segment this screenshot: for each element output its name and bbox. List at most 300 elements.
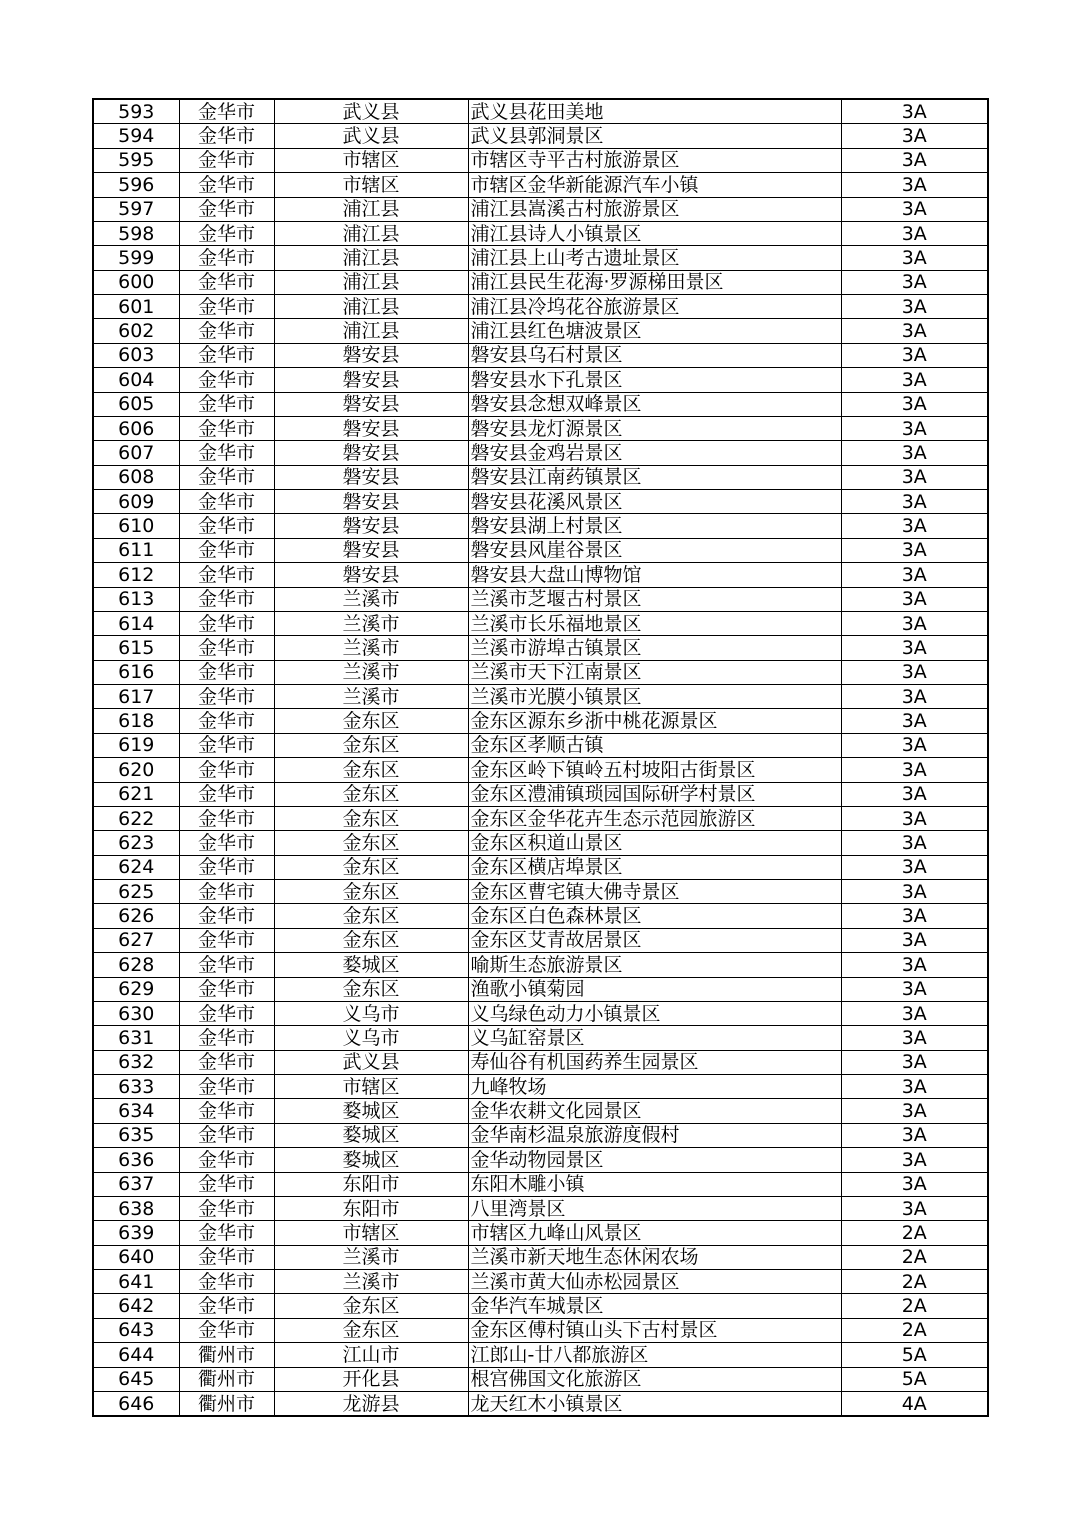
table-row: [93, 173, 988, 197]
scenic-name-cell: 渔歌小镇菊园: [468, 977, 841, 1001]
table-row: [93, 99, 988, 124]
table-row: [93, 953, 988, 977]
table-row: [93, 295, 988, 319]
county-cell: 金东区: [274, 782, 468, 806]
table-row: [93, 319, 988, 343]
city-cell: 金华市: [179, 368, 274, 392]
county-cell: 金东区: [274, 904, 468, 928]
scenic-name-cell: 根宫佛国文化旅游区: [468, 1367, 841, 1391]
row-number-cell: 624: [93, 855, 179, 879]
table-body: [93, 99, 988, 1416]
county-cell: 金东区: [274, 733, 468, 757]
city-cell: 金华市: [179, 490, 274, 514]
city-cell: 金华市: [179, 1318, 274, 1342]
grade-cell: 3A: [841, 1172, 988, 1196]
city-cell: 金华市: [179, 99, 274, 124]
scenic-name-cell: 兰溪市光膜小镇景区: [468, 685, 841, 709]
table-row: [93, 880, 988, 904]
row-number-cell: 615: [93, 636, 179, 660]
county-cell: 浦江县: [274, 221, 468, 245]
county-cell: 市辖区: [274, 148, 468, 172]
row-number-cell: 619: [93, 733, 179, 757]
city-cell: 金华市: [179, 295, 274, 319]
row-number-cell: 603: [93, 343, 179, 367]
table-row: [93, 1245, 988, 1269]
grade-cell: 3A: [841, 904, 988, 928]
table-row: [93, 221, 988, 245]
row-number-cell: 630: [93, 1001, 179, 1025]
grade-cell: 3A: [841, 295, 988, 319]
county-cell: 磐安县: [274, 490, 468, 514]
city-cell: 金华市: [179, 1245, 274, 1269]
county-cell: 兰溪市: [274, 1245, 468, 1269]
table-row: [93, 1367, 988, 1391]
table-row: [93, 685, 988, 709]
scenic-name-cell: 金东区源东乡浙中桃花源景区: [468, 709, 841, 733]
city-cell: 金华市: [179, 514, 274, 538]
grade-cell: 3A: [841, 173, 988, 197]
county-cell: 婺城区: [274, 1148, 468, 1172]
county-cell: 浦江县: [274, 270, 468, 294]
scenic-name-cell: 兰溪市天下江南景区: [468, 660, 841, 684]
row-number-cell: 593: [93, 99, 179, 124]
table-row: [93, 831, 988, 855]
table-row: [93, 1343, 988, 1367]
grade-cell: 2A: [841, 1294, 988, 1318]
table-row: [93, 904, 988, 928]
scenic-name-cell: 金东区金华花卉生态示范园旅游区: [468, 806, 841, 830]
grade-cell: 3A: [841, 514, 988, 538]
row-number-cell: 613: [93, 587, 179, 611]
city-cell: 金华市: [179, 416, 274, 440]
scenic-name-cell: 金华农耕文化园景区: [468, 1099, 841, 1123]
table-row: [93, 636, 988, 660]
county-cell: 武义县: [274, 124, 468, 148]
scenic-name-cell: 江郎山-廿八都旅游区: [468, 1343, 841, 1367]
county-cell: 金东区: [274, 1294, 468, 1318]
scenic-name-cell: 市辖区九峰山风景区: [468, 1221, 841, 1245]
city-cell: 金华市: [179, 1050, 274, 1074]
grade-cell: 3A: [841, 611, 988, 635]
row-number-cell: 625: [93, 880, 179, 904]
grade-cell: 3A: [841, 563, 988, 587]
scenic-name-cell: 金华汽车城景区: [468, 1294, 841, 1318]
row-number-cell: 629: [93, 977, 179, 1001]
row-number-cell: 637: [93, 1172, 179, 1196]
table-row: [93, 197, 988, 221]
scenic-name-cell: 磐安县念想双峰景区: [468, 392, 841, 416]
city-cell: 金华市: [179, 928, 274, 952]
city-cell: 金华市: [179, 1001, 274, 1025]
county-cell: 磐安县: [274, 538, 468, 562]
city-cell: 金华市: [179, 197, 274, 221]
table-row: [93, 1391, 988, 1416]
table-row: [93, 368, 988, 392]
table-row: [93, 124, 988, 148]
table-row: [93, 977, 988, 1001]
table-row: [93, 782, 988, 806]
row-number-cell: 611: [93, 538, 179, 562]
scenic-name-cell: 浦江县嵩溪古村旅游景区: [468, 197, 841, 221]
table-row: [93, 1075, 988, 1099]
table-row: [93, 246, 988, 270]
grade-cell: 2A: [841, 1318, 988, 1342]
table-row: [93, 1148, 988, 1172]
scenic-name-cell: 浦江县民生花海·罗源梯田景区: [468, 270, 841, 294]
city-cell: 金华市: [179, 1148, 274, 1172]
scenic-name-cell: 浦江县上山考古遗址景区: [468, 246, 841, 270]
city-cell: 金华市: [179, 1221, 274, 1245]
scenic-name-cell: 金东区孝顺古镇: [468, 733, 841, 757]
city-cell: 金华市: [179, 685, 274, 709]
grade-cell: 3A: [841, 685, 988, 709]
row-number-cell: 635: [93, 1123, 179, 1147]
table-row: [93, 416, 988, 440]
table-row: [93, 1318, 988, 1342]
county-cell: 市辖区: [274, 173, 468, 197]
city-cell: 金华市: [179, 392, 274, 416]
table-row: [93, 1294, 988, 1318]
row-number-cell: 609: [93, 490, 179, 514]
scenic-name-cell: 喻斯生态旅游景区: [468, 953, 841, 977]
city-cell: 衢州市: [179, 1367, 274, 1391]
county-cell: 浦江县: [274, 197, 468, 221]
row-number-cell: 598: [93, 221, 179, 245]
row-number-cell: 632: [93, 1050, 179, 1074]
scenic-name-cell: 武义县郭洞景区: [468, 124, 841, 148]
table-row: [93, 1050, 988, 1074]
grade-cell: 3A: [841, 928, 988, 952]
grade-cell: 3A: [841, 99, 988, 124]
table-row: [93, 1221, 988, 1245]
grade-cell: 3A: [841, 490, 988, 514]
county-cell: 磐安县: [274, 514, 468, 538]
row-number-cell: 617: [93, 685, 179, 709]
row-number-cell: 594: [93, 124, 179, 148]
table-row: [93, 538, 988, 562]
row-number-cell: 596: [93, 173, 179, 197]
grade-cell: 3A: [841, 1001, 988, 1025]
grade-cell: 3A: [841, 319, 988, 343]
county-cell: 磐安县: [274, 465, 468, 489]
table-row: [93, 660, 988, 684]
county-cell: 金东区: [274, 855, 468, 879]
row-number-cell: 602: [93, 319, 179, 343]
grade-cell: 2A: [841, 1221, 988, 1245]
county-cell: 磐安县: [274, 416, 468, 440]
city-cell: 金华市: [179, 587, 274, 611]
scenic-name-cell: 义乌缸窑景区: [468, 1026, 841, 1050]
county-cell: 东阳市: [274, 1172, 468, 1196]
table-row: [93, 1001, 988, 1025]
scenic-name-cell: 金东区曹宅镇大佛寺景区: [468, 880, 841, 904]
table-row: [93, 806, 988, 830]
grade-cell: 3A: [841, 392, 988, 416]
county-cell: 市辖区: [274, 1075, 468, 1099]
row-number-cell: 607: [93, 441, 179, 465]
county-cell: 婺城区: [274, 1123, 468, 1147]
row-number-cell: 610: [93, 514, 179, 538]
row-number-cell: 633: [93, 1075, 179, 1099]
table-row: [93, 563, 988, 587]
scenic-name-cell: 市辖区金华新能源汽车小镇: [468, 173, 841, 197]
grade-cell: 3A: [841, 1196, 988, 1220]
row-number-cell: 600: [93, 270, 179, 294]
row-number-cell: 642: [93, 1294, 179, 1318]
city-cell: 衢州市: [179, 1343, 274, 1367]
row-number-cell: 616: [93, 660, 179, 684]
grade-cell: 3A: [841, 368, 988, 392]
city-cell: 金华市: [179, 806, 274, 830]
table-row: [93, 490, 988, 514]
row-number-cell: 646: [93, 1391, 179, 1416]
city-cell: 金华市: [179, 343, 274, 367]
grade-cell: 5A: [841, 1367, 988, 1391]
county-cell: 金东区: [274, 831, 468, 855]
scenic-name-cell: 兰溪市新天地生态休闲农场: [468, 1245, 841, 1269]
scenic-name-cell: 磐安县大盘山博物馆: [468, 563, 841, 587]
row-number-cell: 618: [93, 709, 179, 733]
table-row: [93, 1099, 988, 1123]
scenic-name-cell: 东阳木雕小镇: [468, 1172, 841, 1196]
city-cell: 金华市: [179, 660, 274, 684]
scenic-name-cell: 金东区积道山景区: [468, 831, 841, 855]
county-cell: 兰溪市: [274, 660, 468, 684]
table-row: [93, 928, 988, 952]
row-number-cell: 622: [93, 806, 179, 830]
city-cell: 金华市: [179, 1123, 274, 1147]
row-number-cell: 612: [93, 563, 179, 587]
grade-cell: 3A: [841, 636, 988, 660]
grade-cell: 3A: [841, 465, 988, 489]
city-cell: 金华市: [179, 1270, 274, 1294]
county-cell: 兰溪市: [274, 636, 468, 660]
city-cell: 金华市: [179, 538, 274, 562]
city-cell: 金华市: [179, 173, 274, 197]
city-cell: 金华市: [179, 221, 274, 245]
row-number-cell: 614: [93, 611, 179, 635]
city-cell: 金华市: [179, 148, 274, 172]
city-cell: 金华市: [179, 246, 274, 270]
table-row: [93, 1172, 988, 1196]
scenic-name-cell: 兰溪市黄大仙赤松园景区: [468, 1270, 841, 1294]
city-cell: 金华市: [179, 904, 274, 928]
county-cell: 兰溪市: [274, 611, 468, 635]
county-cell: 义乌市: [274, 1026, 468, 1050]
grade-cell: 3A: [841, 1099, 988, 1123]
scenic-name-cell: 金东区白色森林景区: [468, 904, 841, 928]
scenic-name-cell: 磐安县金鸡岩景区: [468, 441, 841, 465]
grade-cell: 3A: [841, 1123, 988, 1147]
row-number-cell: 631: [93, 1026, 179, 1050]
grade-cell: 3A: [841, 733, 988, 757]
county-cell: 婺城区: [274, 1099, 468, 1123]
city-cell: 金华市: [179, 319, 274, 343]
row-number-cell: 597: [93, 197, 179, 221]
grade-cell: 2A: [841, 1245, 988, 1269]
city-cell: 金华市: [179, 831, 274, 855]
county-cell: 开化县: [274, 1367, 468, 1391]
grade-cell: 3A: [841, 1075, 988, 1099]
scenic-name-cell: 武义县花田美地: [468, 99, 841, 124]
row-number-cell: 644: [93, 1343, 179, 1367]
table-row: [93, 1026, 988, 1050]
table-row: [93, 758, 988, 782]
table-row: [93, 587, 988, 611]
city-cell: 金华市: [179, 636, 274, 660]
county-cell: 浦江县: [274, 246, 468, 270]
grade-cell: 3A: [841, 806, 988, 830]
city-cell: 金华市: [179, 758, 274, 782]
scenic-name-cell: 浦江县红色塘波景区: [468, 319, 841, 343]
scenic-name-cell: 寿仙谷有机国药养生园景区: [468, 1050, 841, 1074]
scenic-name-cell: 浦江县冷坞花谷旅游景区: [468, 295, 841, 319]
county-cell: 武义县: [274, 1050, 468, 1074]
county-cell: 金东区: [274, 977, 468, 1001]
county-cell: 金东区: [274, 928, 468, 952]
scenic-name-cell: 金东区横店埠景区: [468, 855, 841, 879]
scenic-name-cell: 磐安县水下孔景区: [468, 368, 841, 392]
grade-cell: 3A: [841, 1050, 988, 1074]
row-number-cell: 639: [93, 1221, 179, 1245]
county-cell: 兰溪市: [274, 587, 468, 611]
scenic-name-cell: 兰溪市芝堰古村景区: [468, 587, 841, 611]
grade-cell: 3A: [841, 343, 988, 367]
scenic-name-cell: 金东区傅村镇山头下古村景区: [468, 1318, 841, 1342]
table-row: [93, 441, 988, 465]
city-cell: 金华市: [179, 611, 274, 635]
grade-cell: 3A: [841, 416, 988, 440]
grade-cell: 3A: [841, 977, 988, 1001]
row-number-cell: 626: [93, 904, 179, 928]
city-cell: 金华市: [179, 782, 274, 806]
city-cell: 金华市: [179, 465, 274, 489]
scenic-name-cell: 兰溪市长乐福地景区: [468, 611, 841, 635]
scenic-name-cell: 磐安县龙灯源景区: [468, 416, 841, 440]
table-row: [93, 855, 988, 879]
grade-cell: 3A: [841, 1148, 988, 1172]
row-number-cell: 620: [93, 758, 179, 782]
grade-cell: 3A: [841, 148, 988, 172]
city-cell: 金华市: [179, 1196, 274, 1220]
scenic-name-cell: 金东区岭下镇岭五村坡阳古街景区: [468, 758, 841, 782]
scenic-area-table: [92, 98, 989, 1417]
county-cell: 江山市: [274, 1343, 468, 1367]
county-cell: 兰溪市: [274, 1270, 468, 1294]
row-number-cell: 623: [93, 831, 179, 855]
city-cell: 金华市: [179, 441, 274, 465]
grade-cell: 3A: [841, 587, 988, 611]
city-cell: 金华市: [179, 880, 274, 904]
scenic-name-cell: 金东区澧浦镇琐园国际研学村景区: [468, 782, 841, 806]
table-row: [93, 148, 988, 172]
row-number-cell: 599: [93, 246, 179, 270]
scenic-name-cell: 九峰牧场: [468, 1075, 841, 1099]
table-row: [93, 343, 988, 367]
county-cell: 浦江县: [274, 295, 468, 319]
county-cell: 婺城区: [274, 953, 468, 977]
county-cell: 金东区: [274, 880, 468, 904]
county-cell: 磐安县: [274, 368, 468, 392]
scenic-name-cell: 金东区艾青故居景区: [468, 928, 841, 952]
scenic-name-cell: 八里湾景区: [468, 1196, 841, 1220]
table-row: [93, 392, 988, 416]
county-cell: 市辖区: [274, 1221, 468, 1245]
county-cell: 金东区: [274, 806, 468, 830]
table-row: [93, 709, 988, 733]
grade-cell: 3A: [841, 441, 988, 465]
city-cell: 金华市: [179, 1294, 274, 1318]
grade-cell: 3A: [841, 782, 988, 806]
grade-cell: 3A: [841, 246, 988, 270]
table-row: [93, 465, 988, 489]
table-row: [93, 270, 988, 294]
scenic-name-cell: 金华南杉温泉旅游度假村: [468, 1123, 841, 1147]
row-number-cell: 640: [93, 1245, 179, 1269]
row-number-cell: 606: [93, 416, 179, 440]
county-cell: 金东区: [274, 1318, 468, 1342]
row-number-cell: 638: [93, 1196, 179, 1220]
county-cell: 金东区: [274, 758, 468, 782]
grade-cell: 3A: [841, 855, 988, 879]
grade-cell: 2A: [841, 1270, 988, 1294]
county-cell: 磐安县: [274, 563, 468, 587]
county-cell: 兰溪市: [274, 685, 468, 709]
row-number-cell: 601: [93, 295, 179, 319]
grade-cell: 3A: [841, 709, 988, 733]
county-cell: 义乌市: [274, 1001, 468, 1025]
grade-cell: 3A: [841, 270, 988, 294]
row-number-cell: 628: [93, 953, 179, 977]
table-row: [93, 1270, 988, 1294]
county-cell: 浦江县: [274, 319, 468, 343]
city-cell: 金华市: [179, 1026, 274, 1050]
grade-cell: 3A: [841, 1026, 988, 1050]
city-cell: 金华市: [179, 1099, 274, 1123]
grade-cell: 5A: [841, 1343, 988, 1367]
grade-cell: 3A: [841, 880, 988, 904]
grade-cell: 3A: [841, 660, 988, 684]
scenic-name-cell: 金华动物园景区: [468, 1148, 841, 1172]
city-cell: 金华市: [179, 977, 274, 1001]
row-number-cell: 634: [93, 1099, 179, 1123]
row-number-cell: 643: [93, 1318, 179, 1342]
row-number-cell: 641: [93, 1270, 179, 1294]
scenic-name-cell: 磐安县江南药镇景区: [468, 465, 841, 489]
table-row: [93, 1123, 988, 1147]
table-row: [93, 514, 988, 538]
scenic-name-cell: 磐安县湖上村景区: [468, 514, 841, 538]
county-cell: 武义县: [274, 99, 468, 124]
grade-cell: 3A: [841, 124, 988, 148]
county-cell: 磐安县: [274, 441, 468, 465]
city-cell: 金华市: [179, 1075, 274, 1099]
city-cell: 金华市: [179, 1172, 274, 1196]
table-row: [93, 611, 988, 635]
county-cell: 磐安县: [274, 343, 468, 367]
table-row: [93, 1196, 988, 1220]
city-cell: 金华市: [179, 709, 274, 733]
table-row: [93, 733, 988, 757]
county-cell: 东阳市: [274, 1196, 468, 1220]
row-number-cell: 621: [93, 782, 179, 806]
scenic-name-cell: 龙天红木小镇景区: [468, 1391, 841, 1416]
row-number-cell: 636: [93, 1148, 179, 1172]
county-cell: 龙游县: [274, 1391, 468, 1416]
row-number-cell: 595: [93, 148, 179, 172]
city-cell: 金华市: [179, 124, 274, 148]
grade-cell: 3A: [841, 197, 988, 221]
